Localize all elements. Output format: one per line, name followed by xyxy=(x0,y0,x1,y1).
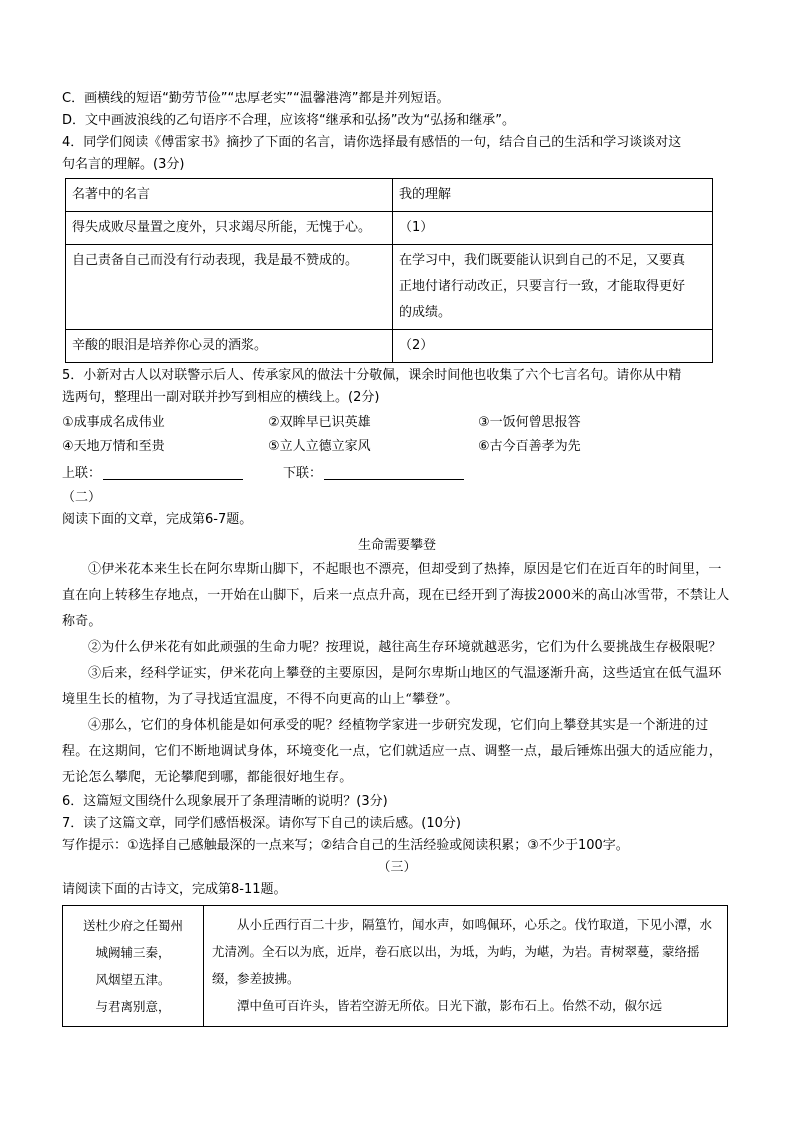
table-row xyxy=(66,330,713,363)
article-paragraph-2: ②为什么伊米花有如此顽强的生命力呢？按理说，越往高生存环境就越恶劣，它们为什么要挑战生存极限呢？ xyxy=(88,640,722,655)
understanding-cell xyxy=(393,245,713,330)
prose-paragraph: 潭中鱼可百许头，皆若空游无所依。日光下澈，影布石上。佁然不动，俶尔远 xyxy=(237,998,663,1013)
answer-blank-1[interactable]: （1） xyxy=(393,212,713,245)
question-6: 6．这篇短文围绕什么现象展开了条理清晰的说明？(3分) xyxy=(62,794,388,809)
table-header-cell: 我的理解 xyxy=(393,179,713,212)
lower-couplet-label: 下联： xyxy=(283,466,323,481)
understanding-line: 正地付诸行动改正，只要言行一致，才能取得更好 xyxy=(399,279,686,294)
couplet-options xyxy=(62,411,732,459)
option-item: ④天地万情和至贵 xyxy=(62,439,165,454)
option-item: ⑥古今百善孝为先 xyxy=(478,439,581,454)
quote-cell: 辛酸的眼泪是培养你心灵的酒浆。 xyxy=(66,330,393,363)
prose-cell xyxy=(204,906,728,1027)
option-item: ②双眸早已识英雄 xyxy=(268,415,371,430)
article-title: 生命需要攀登 xyxy=(357,538,436,553)
article-paragraph-4: ④那么，它们的身体机能是如何承受的呢？经植物学家进一步研究发现，它们向上攀登其实是一个渐进的过程。在这期间，它们不断地调试身体，环境变化一点，它们就适应一点、调整一点，最后锤炼出强大的适应能力，无论怎么攀爬，无论攀爬到哪，都能很好地生存。 xyxy=(62,718,723,785)
understanding-line: 在学习中，我们既要能认识到自己的不足，又要真 xyxy=(399,253,686,268)
poem-cell xyxy=(63,906,204,1027)
question-7: 7．读了这篇文章，同学们感悟极深。请你写下自己的读后感。(10分) xyxy=(62,816,461,831)
option-item: ③一饭何曾思报答 xyxy=(478,415,581,430)
classical-text-table xyxy=(62,905,728,1027)
poem-title: 送杜少府之任蜀州 xyxy=(82,918,183,933)
prose-paragraph: 从小丘西行百二十步，隔篁竹，闻水声，如鸣佩环，心乐之。伐竹取道，下见小潭，水尤清冽。全石以为底，近岸，卷石底以出，为坻，为屿，为嵁，为岩。青树翠蔓，蒙络摇缀，参差披拂。 xyxy=(212,917,713,986)
section-2-intro: 阅读下面的文章，完成第6-7题。 xyxy=(62,512,253,527)
table-row xyxy=(66,212,713,245)
section-3-heading: （三） xyxy=(377,860,417,875)
option-c: C．画横线的短语“勤劳节俭”“忠厚老实”“温馨港湾”都是并列短语。 xyxy=(62,91,450,106)
quote-cell: 得失成败尽量置之度外，只求竭尽所能，无愧于心。 xyxy=(66,212,393,245)
table-row xyxy=(63,906,728,1027)
section-2-heading: （二） xyxy=(62,490,102,505)
exam-page xyxy=(62,88,732,1027)
quote-cell: 自己责备自己而没有行动表现，我是最不赞成的。 xyxy=(66,245,393,330)
article-paragraph-1: ①伊米花本来生长在阿尔卑斯山脚下，不起眼也不漂亮，但却受到了热捧，原因是它们在近百年的时间里，一直在向上转移生存地点，一开始在山脚下，后来一点点升高，现在已经开到了海拔2000米的高山冰雪带，不禁让人称奇。 xyxy=(62,562,730,629)
section-3-intro: 请阅读下面的古诗文，完成第8-11题。 xyxy=(62,882,287,897)
poem-line: 与君离别意， xyxy=(95,999,171,1014)
question-5-line2: 选两句，整理出一副对联并抄写到相应的横线上。(2分) xyxy=(62,390,380,405)
understanding-line: 的成绩。 xyxy=(399,305,452,320)
question-4-line1: 4．同学们阅读《傅雷家书》摘抄了下面的名言，请你选择最有感悟的一句，结合自己的生活和学习谈谈对这 xyxy=(62,135,682,150)
couplet-answer-row xyxy=(62,461,732,487)
option-item: ⑤立人立德立家风 xyxy=(268,439,371,454)
question-5-line1: 5．小新对古人以对联警示后人、传承家风的做法十分敬佩，课余时间他也收集了六个七言名句。请你从中精 xyxy=(62,368,682,383)
answer-blank-2[interactable]: （2） xyxy=(393,330,713,363)
table-header-cell: 名著中的名言 xyxy=(66,179,393,212)
quote-table xyxy=(65,178,713,363)
article-paragraph-3: ③后来，经科学证实，伊米花向上攀登的主要原因，是阿尔卑斯山地区的气温逐渐升高，这些适宜在低气温环境里生长的植物，为了寻找适宜温度，不得不向更高的山上“攀登”。 xyxy=(62,666,722,707)
writing-tip: 写作提示：①选择自己感触最深的一点来写；②结合自己的生活经验或阅读积累；③不少于100字。 xyxy=(62,838,629,853)
table-row xyxy=(66,245,713,330)
question-4-line2: 句名言的理解。(3分) xyxy=(62,157,185,172)
poem-line: 城阙辅三秦， xyxy=(95,945,171,960)
poem-line: 风烟望五津。 xyxy=(95,972,171,987)
table-header-row xyxy=(66,179,713,212)
upper-couplet-input[interactable] xyxy=(103,461,243,480)
lower-couplet-input[interactable] xyxy=(324,461,464,480)
option-d: D．文中画波浪线的乙句语序不合理，应该将“继承和弘扬”改为“弘扬和继承”。 xyxy=(62,113,515,128)
option-item: ①成事成名成伟业 xyxy=(62,415,165,430)
upper-couplet-label: 上联： xyxy=(62,466,102,481)
